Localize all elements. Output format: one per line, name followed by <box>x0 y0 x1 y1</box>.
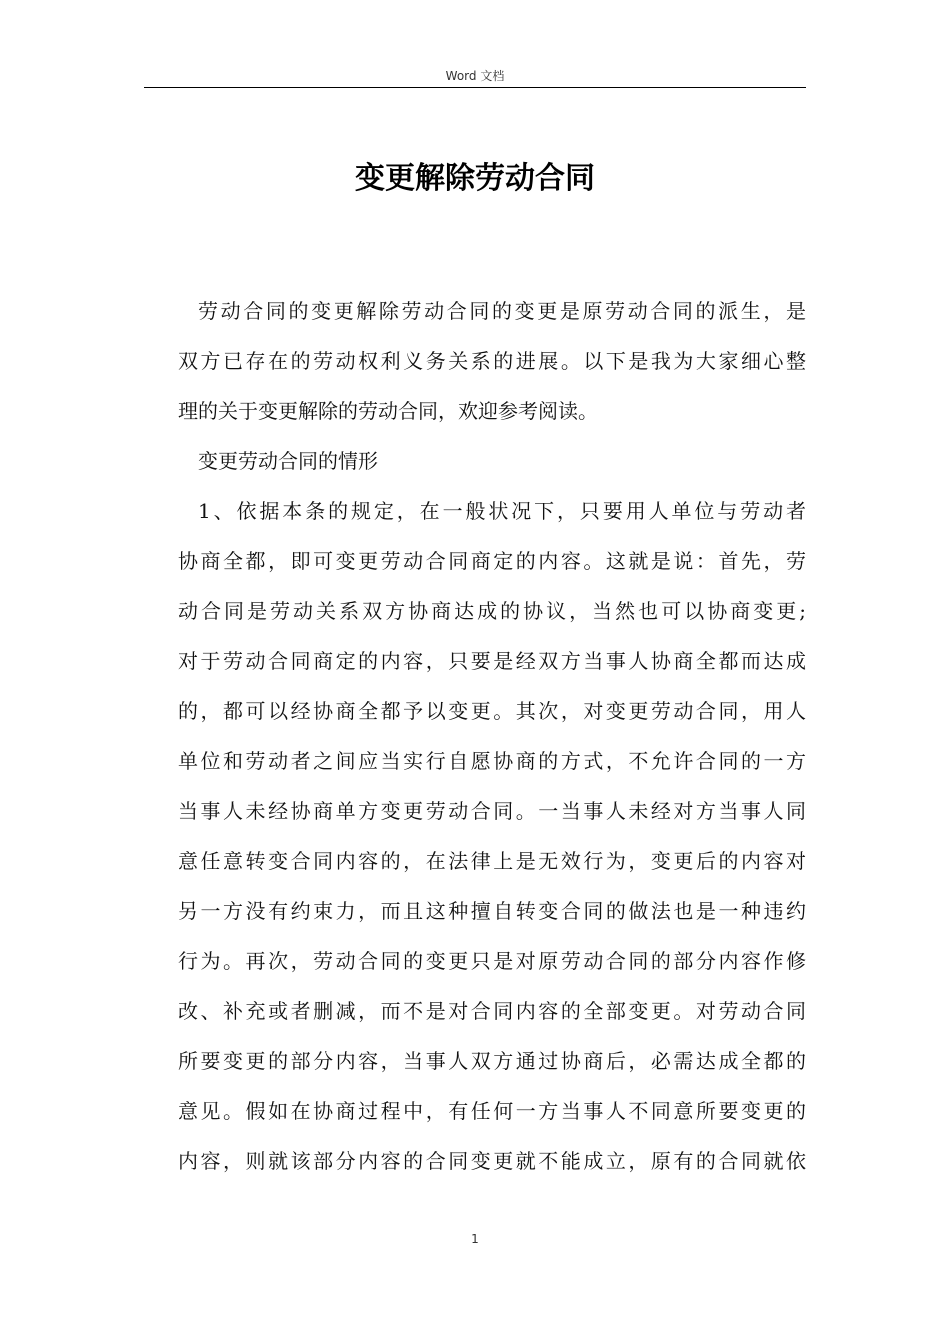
paragraph-3-line-9: 另一方没有约束力，而且这种擅自转变合同的做法也是一种违约 <box>178 899 806 923</box>
paragraph-1-line-2: 双方已存在的劳动权利义务关系的进展。以下是我为大家细心整 <box>178 349 806 373</box>
document-body <box>178 286 806 1186</box>
paragraph-1-line-3: 理的关于变更解除的劳动合同，欢迎参考阅读。 <box>178 399 598 423</box>
paragraph-1-line-1: 劳动合同的变更解除劳动合同的变更是原劳动合同的派生，是 <box>198 299 806 323</box>
paragraph-3-line-14: 内容，则就该部分内容的合同变更就不能成立，原有的合同就依 <box>178 1149 806 1173</box>
paragraph-3-line-12: 所要变更的部分内容，当事人双方通过协商后，必需达成全都的 <box>178 1049 806 1073</box>
paragraph-3-line-13: 意见。假如在协商过程中，有任何一方当事人不同意所要变更的 <box>178 1099 806 1123</box>
document-title: 变更解除劳动合同 <box>355 161 595 196</box>
paragraph-3-line-7: 当事人未经协商单方变更劳动合同。一当事人未经对方当事人同 <box>178 799 806 823</box>
paragraph-3-line-4: 对于劳动合同商定的内容，只要是经双方当事人协商全都而达成 <box>178 649 806 673</box>
header-divider <box>144 87 806 88</box>
page-number: 1 <box>471 1232 479 1246</box>
paragraph-3-line-11: 改、补充或者删减，而不是对合同内容的全部变更。对劳动合同 <box>178 999 806 1023</box>
section-heading: 变更劳动合同的情形 <box>198 449 378 473</box>
page-header-label: Word 文档 <box>445 69 505 83</box>
paragraph-3-line-5: 的，都可以经协商全都予以变更。其次，对变更劳动合同，用人 <box>178 699 806 723</box>
paragraph-3-line-2: 协商全都，即可变更劳动合同商定的内容。这就是说：首先，劳 <box>178 549 806 573</box>
paragraph-3-line-1: 1、依据本条的规定，在一般状况下，只要用人单位与劳动者 <box>198 499 806 523</box>
paragraph-3-line-10: 行为。再次，劳动合同的变更只是对原劳动合同的部分内容作修 <box>178 949 806 973</box>
paragraph-3-line-6: 单位和劳动者之间应当实行自愿协商的方式，不允许合同的一方 <box>178 749 806 773</box>
paragraph-3-line-8: 意任意转变合同内容的，在法律上是无效行为，变更后的内容对 <box>178 849 806 873</box>
paragraph-3-line-3: 动合同是劳动关系双方协商达成的协议，当然也可以协商变更; <box>178 599 806 623</box>
